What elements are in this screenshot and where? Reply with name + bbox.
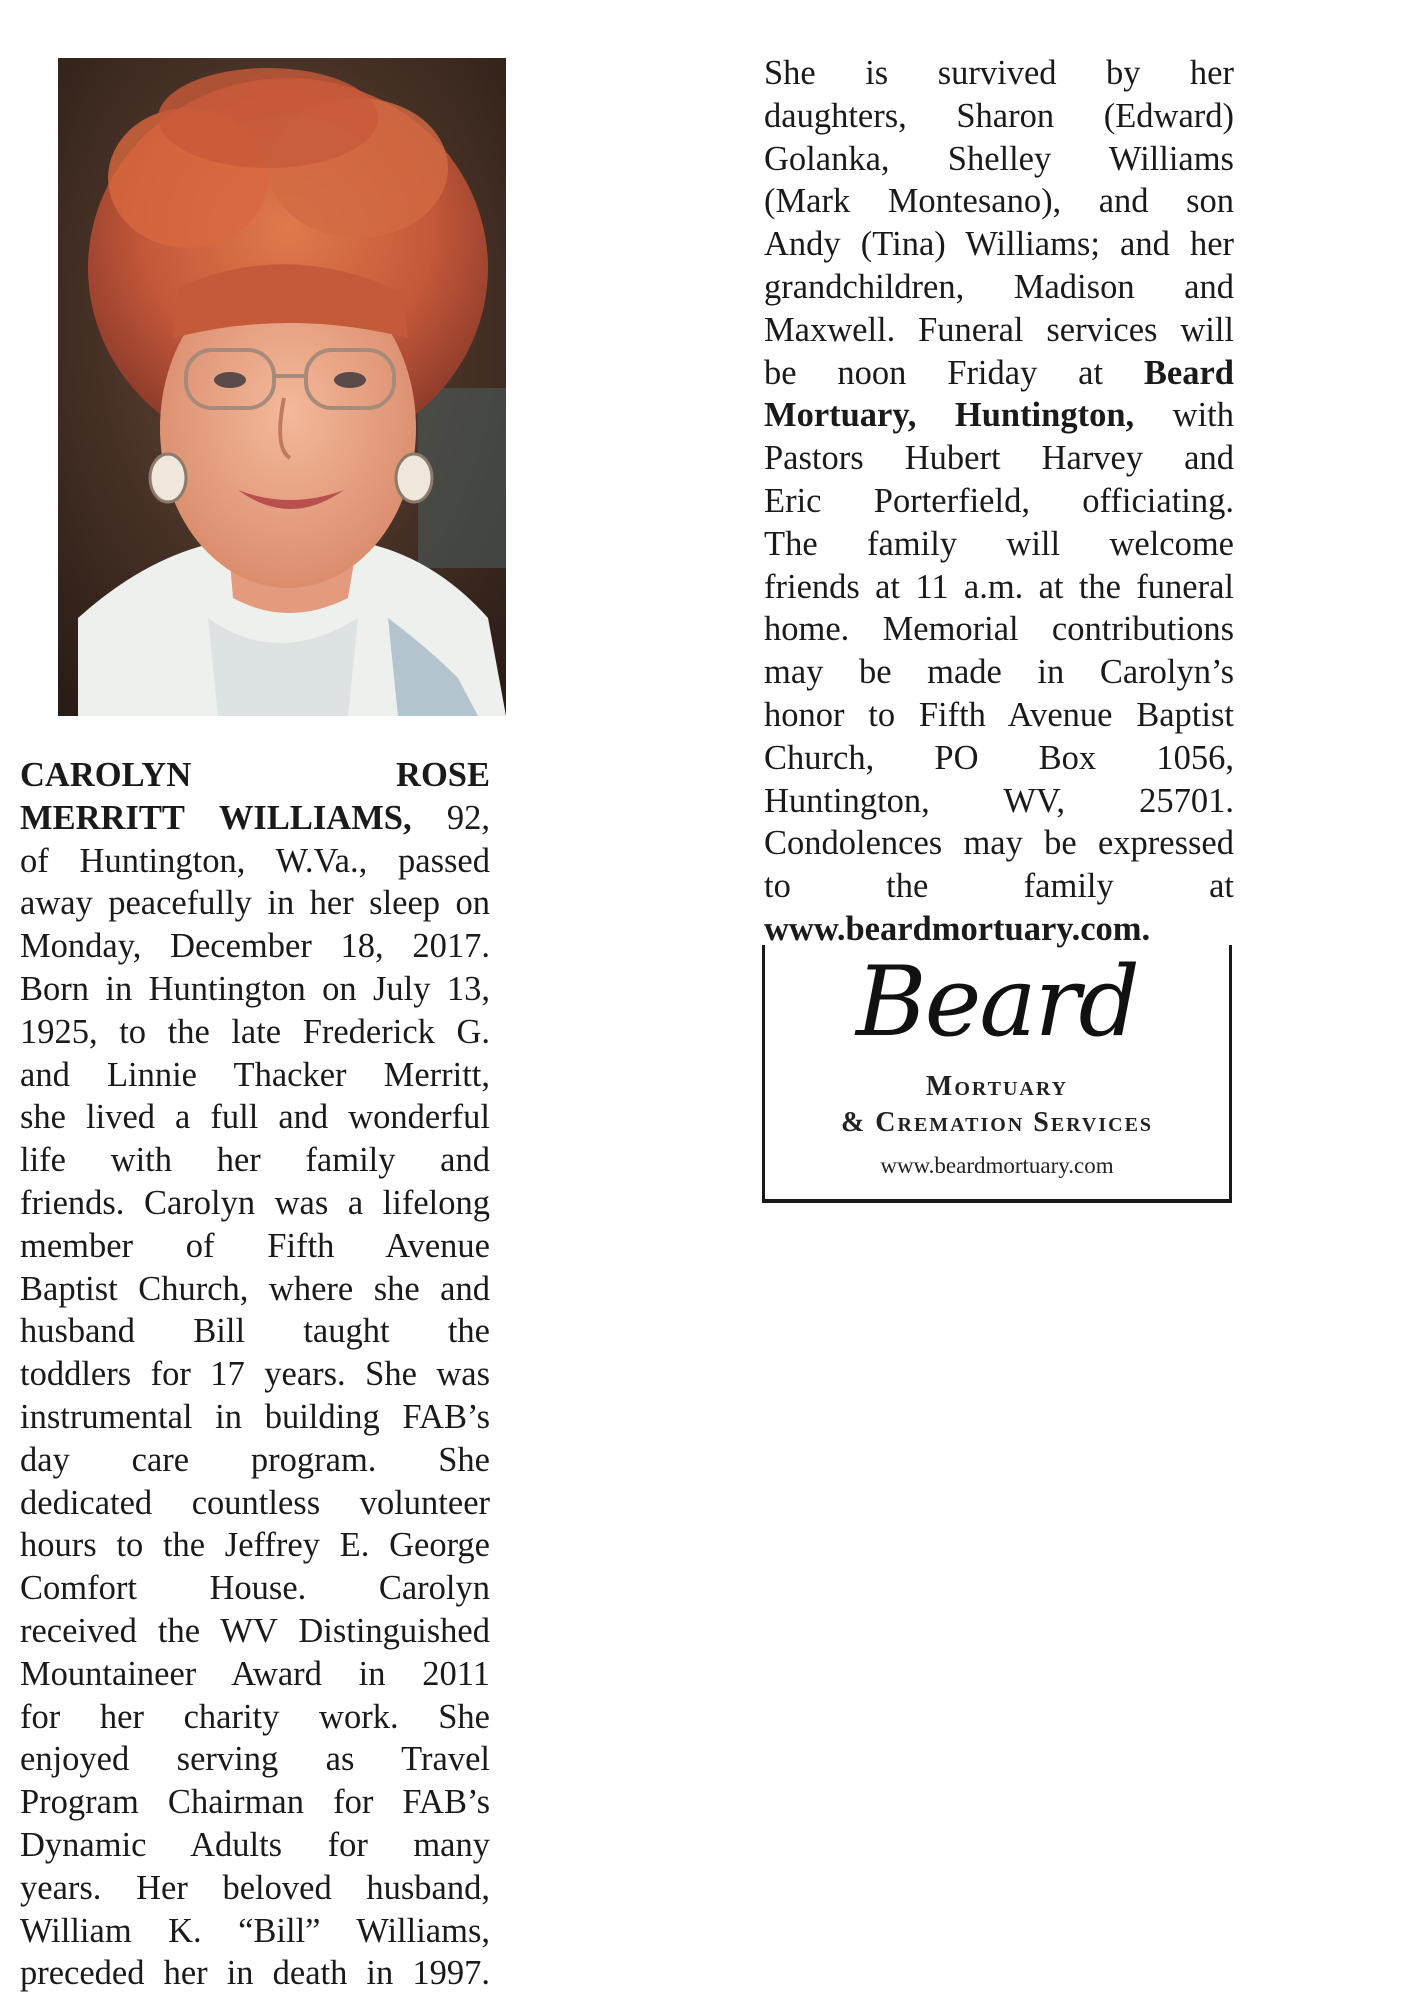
text-line: 1925, to the late Frederick G. <box>20 1012 490 1051</box>
text-line: be noon Friday at Beard <box>764 353 1234 392</box>
text-line: toddlers for 17 years. She was <box>20 1355 490 1394</box>
text-line: honor to Fifth Avenue Baptist <box>764 695 1234 734</box>
text-line: daughters, Sharon (Edward) <box>764 96 1234 135</box>
text-line: Mountaineer Award in 2011 <box>20 1654 490 1693</box>
text-line: husband Bill taught the <box>20 1312 490 1351</box>
text-line: Golanka, Shelley Williams <box>764 139 1234 178</box>
logo-cremation-services: & Cremation Services <box>840 1107 1154 1138</box>
text-line: hours to the Jeffrey E. George <box>20 1526 490 1565</box>
text-line: friends. Carolyn was a lifelong <box>20 1183 490 1222</box>
beard-mortuary-logo <box>762 945 1232 1203</box>
logo-mortuary: Mortuary <box>925 1071 1069 1102</box>
text-line: preceded her in death in 1997. <box>20 1954 490 1993</box>
text-line: Monday, December 18, 2017. <box>20 927 490 966</box>
text-line: Born in Huntington on July 13, <box>20 969 490 1008</box>
obituary-left-column <box>20 754 490 1995</box>
portrait-photo <box>58 58 506 716</box>
text-line: William K. “Bill” Williams, <box>20 1911 490 1950</box>
text-line: Pastors Hubert Harvey and <box>764 439 1234 478</box>
text-line: member of Fifth Avenue <box>20 1226 490 1265</box>
text-line: Church, PO Box 1056, <box>764 738 1234 777</box>
text-line: The family will welcome <box>764 524 1234 563</box>
portrait-illustration <box>58 58 506 716</box>
text-line: years. Her beloved husband, <box>20 1868 490 1907</box>
text-line: Comfort House. Carolyn <box>20 1569 490 1608</box>
text-line: instrumental in building FAB’s <box>20 1397 490 1436</box>
text-line: Mortuary, Huntington, with <box>764 396 1235 435</box>
text-line: enjoyed serving as Travel <box>20 1740 490 1779</box>
logo-script-beard: Beard <box>856 946 1138 1058</box>
text-line: she lived a full and wonderful <box>20 1098 490 1137</box>
text-line: friends at 11 a.m. at the funeral <box>764 567 1234 606</box>
text-line: dedicated countless volunteer <box>20 1483 490 1522</box>
logo-url: www.beardmortuary.com <box>880 1153 1114 1178</box>
text-line: (Mark Montesano), and son <box>764 182 1234 221</box>
text-line: life with her family and <box>20 1141 490 1180</box>
text-line: received the WV Distinguished <box>20 1611 490 1650</box>
bold-beard: Beard <box>1143 353 1234 392</box>
text-line: away peacefully in her sleep on <box>20 884 490 923</box>
text-line: She is survived by her <box>764 54 1234 92</box>
obituary-right-column <box>764 52 1234 951</box>
text-line: for her charity work. She <box>20 1697 490 1736</box>
text-line: and Linnie Thacker Merritt, <box>20 1055 490 1094</box>
text-line: to the family at <box>764 867 1234 906</box>
text-line: Maxwell. Funeral services will <box>764 310 1234 349</box>
text-line: may be made in Carolyn’s <box>764 653 1234 692</box>
text-line: MERRITT WILLIAMS, 92, <box>20 798 490 837</box>
text-line: Condolences may be expressed <box>764 824 1234 863</box>
text-line: Dynamic Adults for many <box>20 1825 490 1864</box>
text-line: Program Chairman for FAB’s <box>20 1783 490 1822</box>
text-line: Eric Porterfield, officiating. <box>764 481 1234 520</box>
website-link-text: www.beardmortuary.com. <box>764 909 1151 948</box>
text-line: CAROLYN ROSE <box>20 756 490 794</box>
text-line: Andy (Tina) Williams; and her <box>764 225 1234 264</box>
text-line: Baptist Church, where she and <box>20 1269 490 1308</box>
text-line: home. Memorial contributions <box>764 610 1234 649</box>
text-line: day care program. She <box>20 1440 490 1479</box>
text-line: of Huntington, W.Va., passed <box>20 841 490 880</box>
text-line: grandchildren, Madison and <box>764 267 1234 306</box>
text-line: Huntington, WV, 25701. <box>764 781 1234 820</box>
